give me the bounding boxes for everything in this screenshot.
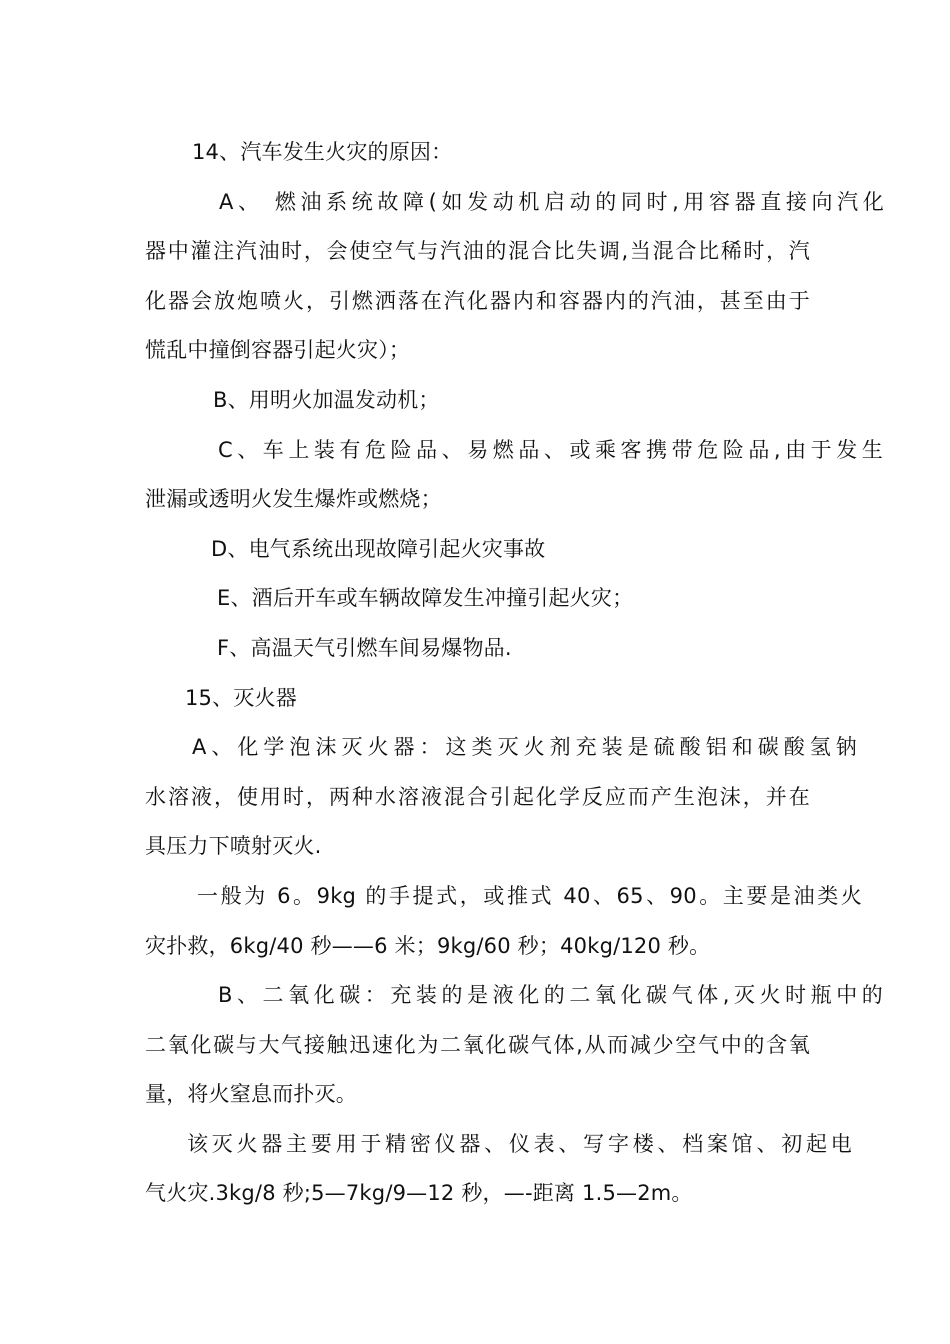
cause-a-line-4: 慌乱中撞倒容器引起火灾）； xyxy=(145,338,411,363)
cause-f: F、高温天气引燃车间易爆物品. xyxy=(217,635,512,660)
cause-b: B、用明火加温发动机； xyxy=(213,387,440,412)
foam-spec-line-2: 灾扑救，6kg/40 秒——6 米；9kg/60 秒；40kg/120 秒。 xyxy=(145,933,711,958)
cause-a-line-3: 化器会放炮喷火，引燃洒落在汽化器内和容器内的汽油，甚至由于 xyxy=(145,288,810,313)
foam-extinguisher-line-1: A、化学泡沫灭火器：这类灭火剂充装是硫酸铝和碳酸氢钠 xyxy=(192,735,857,760)
foam-extinguisher-line-3: 具压力下喷射灭火. xyxy=(145,834,322,859)
co2-usage-line-1: 该灭火器主要用于精密仪器、仪表、写字楼、档案馆、初起电 xyxy=(187,1131,852,1156)
cause-c-line-1: C、车上装有危险品、易燃品、或乘客携带危险品,由于发生 xyxy=(218,437,883,462)
cause-a-line-2: 器中灌注汽油时，会使空气与汽油的混合比失调,当混合比稀时，汽 xyxy=(145,239,810,264)
cause-e: E、酒后开车或车辆故障发生冲撞引起火灾； xyxy=(217,586,634,611)
cause-c-line-2: 泄漏或透明火发生爆炸或燃烧； xyxy=(145,487,442,512)
co2-usage-line-2: 气火灾.3kg/8 秒;5—7kg/9—12 秒，—-距离 1.5—2m。 xyxy=(145,1181,693,1206)
foam-extinguisher-line-2: 水溶液，使用时，两种水溶液混合引起化学反应而产生泡沫，并在 xyxy=(145,784,810,809)
co2-extinguisher-line-3: 量，将火窒息而扑灭。 xyxy=(145,1082,357,1107)
section-14-heading: 14、汽车发生火灾的原因： xyxy=(192,140,453,164)
document-body xyxy=(145,128,884,1219)
foam-spec-line-1: 一般为 6。9kg 的手提式，或推式 40、65、90。主要是油类火 xyxy=(197,883,862,908)
co2-extinguisher-line-2: 二氧化碳与大气接触迅速化为二氧化碳气体,从而减少空气中的含氧 xyxy=(145,1032,810,1057)
co2-extinguisher-line-1: B、二氧化碳：充装的是液化的二氧化碳气体,灭火时瓶中的 xyxy=(218,983,883,1008)
cause-a-line-1: A、 燃油系统故障(如发动机启动的同时,用容器直接向汽化 xyxy=(219,189,884,214)
section-15-heading: 15、灭火器 xyxy=(185,685,297,710)
cause-d: D、电气系统出现故障引起火灾事故 xyxy=(211,536,546,561)
